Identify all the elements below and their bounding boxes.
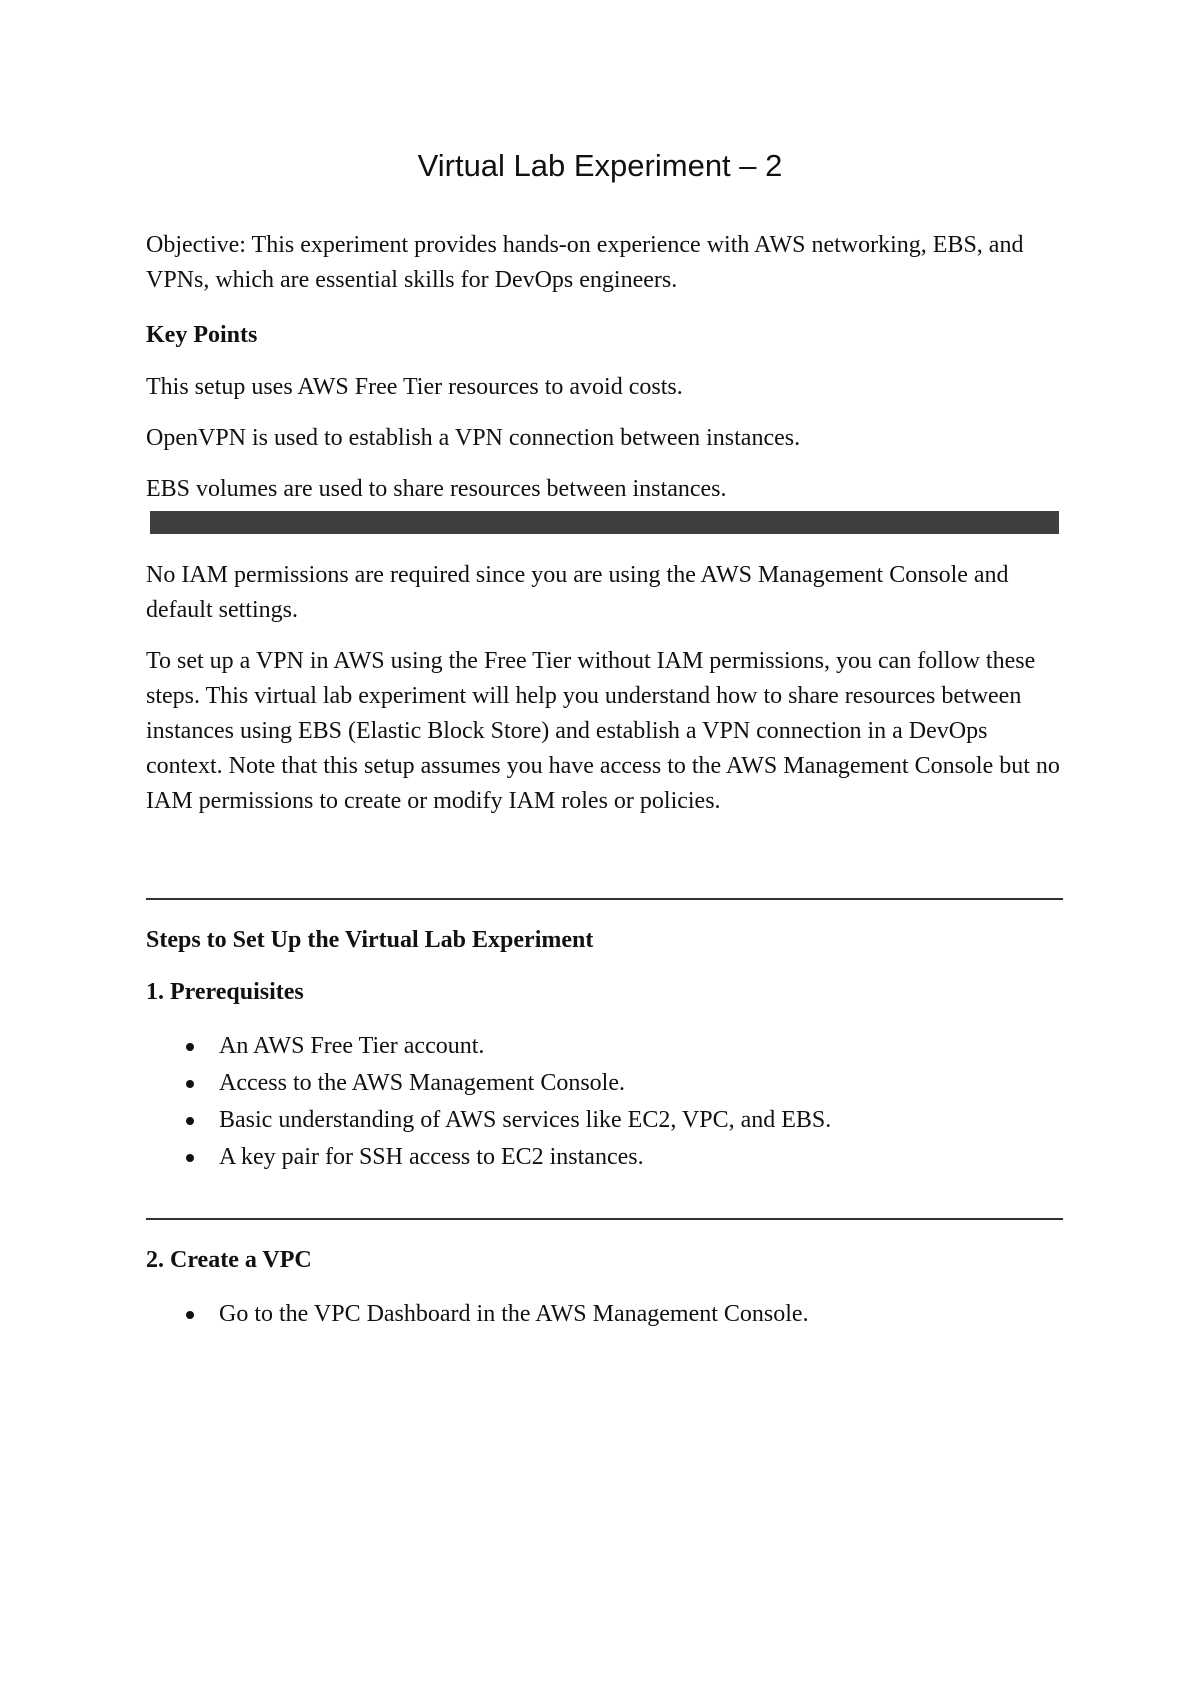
section-divider-bar xyxy=(150,511,1059,534)
list-item xyxy=(146,1296,1066,1333)
steps-heading: Steps to Set Up the Virtual Lab Experiment xyxy=(146,927,594,953)
prerequisites-list xyxy=(146,1028,1066,1176)
list-item-text: Basic understanding of AWS services like EC2, VPC, and EBS. xyxy=(219,1107,832,1133)
section-heading-create-vpc: 2. Create a VPC xyxy=(146,1247,312,1273)
key-point-item: EBS volumes are used to share resources between instances. xyxy=(146,476,727,502)
section-heading-prerequisites: 1. Prerequisites xyxy=(146,979,304,1005)
list-item-text: An AWS Free Tier account. xyxy=(219,1033,485,1059)
key-point-item: This setup uses AWS Free Tier resources to avoid costs. xyxy=(146,374,683,400)
bullet-icon xyxy=(186,1154,194,1162)
horizontal-rule xyxy=(146,1218,1063,1220)
list-item xyxy=(146,1028,1066,1065)
bullet-icon xyxy=(186,1043,194,1051)
list-item xyxy=(146,1139,1066,1176)
list-item-text: Access to the AWS Management Console. xyxy=(219,1070,625,1096)
create-vpc-list xyxy=(146,1296,1066,1333)
horizontal-rule xyxy=(146,898,1063,900)
bullet-icon xyxy=(186,1311,194,1319)
list-item xyxy=(146,1102,1066,1139)
key-points-heading: Key Points xyxy=(146,322,258,348)
list-item-text: A key pair for SSH access to EC2 instances. xyxy=(219,1144,644,1170)
list-item xyxy=(146,1065,1066,1102)
list-item-text: Go to the VPC Dashboard in the AWS Management Console. xyxy=(219,1301,809,1327)
intro-paragraph: To set up a VPN in AWS using the Free Tier without IAM permissions, you can follow these steps. This virtual lab experiment will help you understand how to share resources between instances using EBS (Elastic Block Store) and establish a VPN connection in a DevOps context. Note that this setup assumes you have access to the AWS Management Console but no IAM permissions to create or modify IAM roles or policies. xyxy=(146,648,1060,814)
key-point-item: OpenVPN is used to establish a VPN connection between instances. xyxy=(146,425,801,451)
document-title: Virtual Lab Experiment – 2 xyxy=(417,148,783,183)
bullet-icon xyxy=(186,1080,194,1088)
bullet-icon xyxy=(186,1117,194,1125)
objective-paragraph: Objective: This experiment provides hands-on experience with AWS networking, EBS, and VPNs, which are essential skills for DevOps engineers. xyxy=(146,232,1024,293)
iam-note-paragraph: No IAM permissions are required since you are using the AWS Management Console and default settings. xyxy=(146,562,1009,623)
